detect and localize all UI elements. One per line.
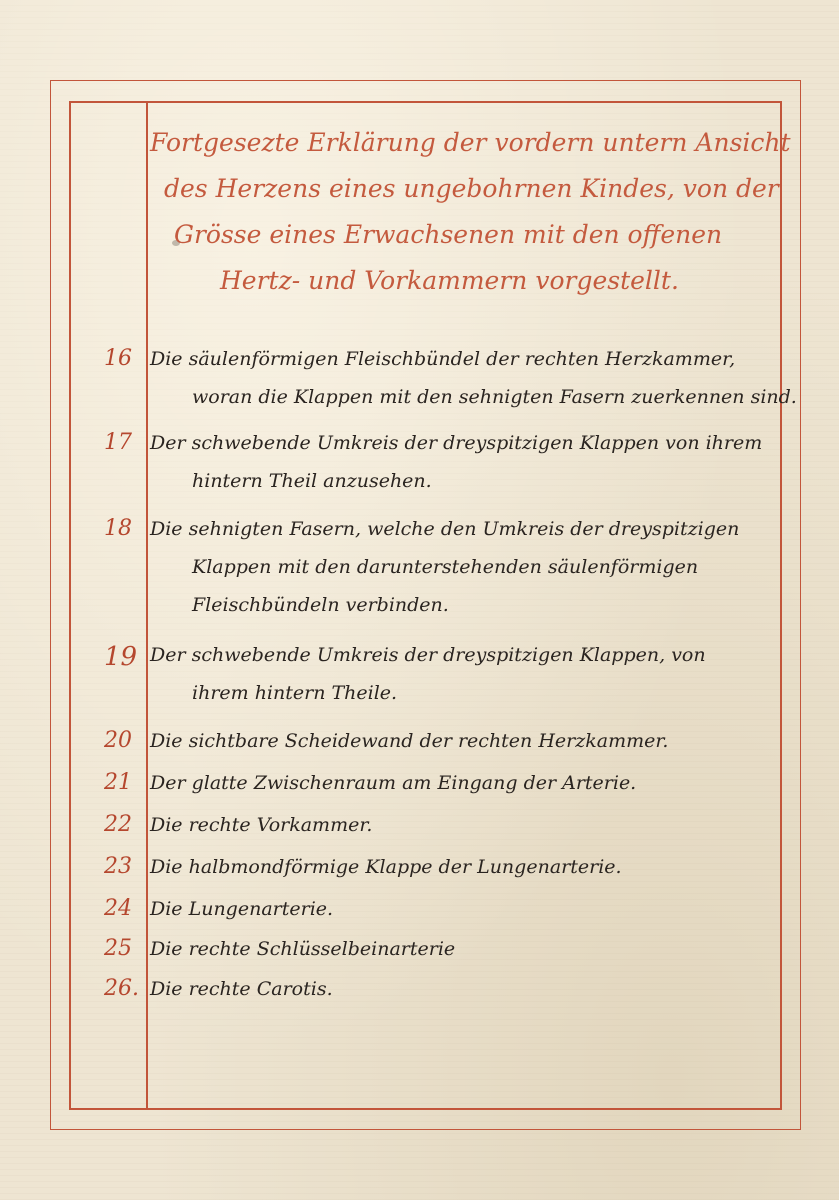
entry-line: woran die Klappen mit den sehnigten Fasern zuerkennen sind. <box>192 386 797 408</box>
entry-number: 19 <box>104 642 138 672</box>
entry-number: 24 <box>104 896 132 921</box>
entry-text <box>150 970 765 1008</box>
entry-text <box>150 764 765 802</box>
entry-number: 22 <box>104 812 132 837</box>
entry-line: Die sichtbare Scheidewand der rechten Herzkammer. <box>150 730 669 752</box>
entry-text <box>150 806 765 844</box>
entry-line: Der schwebende Umkreis der dreyspitzigen Klappen von ihrem <box>150 432 763 454</box>
entry-number: 23 <box>104 854 132 879</box>
entry-line: Klappen mit den darunterstehenden säulenförmigen <box>192 556 699 578</box>
entry-number: 18 <box>104 516 132 541</box>
title-line: Fortgesezte Erklärung der vordern untern Ansicht <box>150 128 791 157</box>
entry-text <box>150 930 765 968</box>
title-line: Grösse eines Erwachsenen mit den offenen <box>174 220 723 249</box>
entry-line: Der schwebende Umkreis der dreyspitzigen Klappen, von <box>150 644 706 666</box>
entry-number: 25 <box>104 936 132 961</box>
entry-line: Die rechte Vorkammer. <box>150 814 373 836</box>
entry-number: 16 <box>104 346 132 371</box>
title-line: des Herzens eines ungebohrnen Kindes, von der <box>164 174 779 203</box>
entry-text <box>150 424 765 500</box>
entry-text <box>150 636 765 712</box>
entry-text <box>150 722 765 760</box>
entry-line: Die säulenförmigen Fleischbündel der rechten Herzkammer, <box>150 348 736 370</box>
entry-line: Fleischbündeln verbinden. <box>192 594 449 616</box>
entry-text <box>150 848 765 886</box>
page-title <box>150 120 791 304</box>
entry-line: Die halbmondförmige Klappe der Lungenarterie. <box>150 856 622 878</box>
entry-number: 21 <box>104 770 132 795</box>
entry-number: 20 <box>104 728 132 753</box>
entry-line: Der glatte Zwischenraum am Eingang der Arterie. <box>150 772 637 794</box>
title-line: Hertz- und Vorkammern vorgestellt. <box>220 266 679 295</box>
entry-number: 26. <box>104 976 139 1001</box>
margin-rule <box>146 101 148 1110</box>
entry-line: Die rechte Carotis. <box>150 978 333 1000</box>
entry-line: Die Lungenarterie. <box>150 898 334 920</box>
entry-text <box>150 340 797 416</box>
entry-text <box>150 890 765 928</box>
entry-line: ihrem hintern Theile. <box>192 682 398 704</box>
entry-number: 17 <box>104 430 132 455</box>
entry-line: hintern Theil anzusehen. <box>192 470 432 492</box>
entry-line: Die sehnigten Fasern, welche den Umkreis der dreyspitzigen <box>150 518 740 540</box>
entry-line: Die rechte Schlüsselbeinarterie <box>150 938 456 960</box>
entry-text <box>150 510 765 624</box>
